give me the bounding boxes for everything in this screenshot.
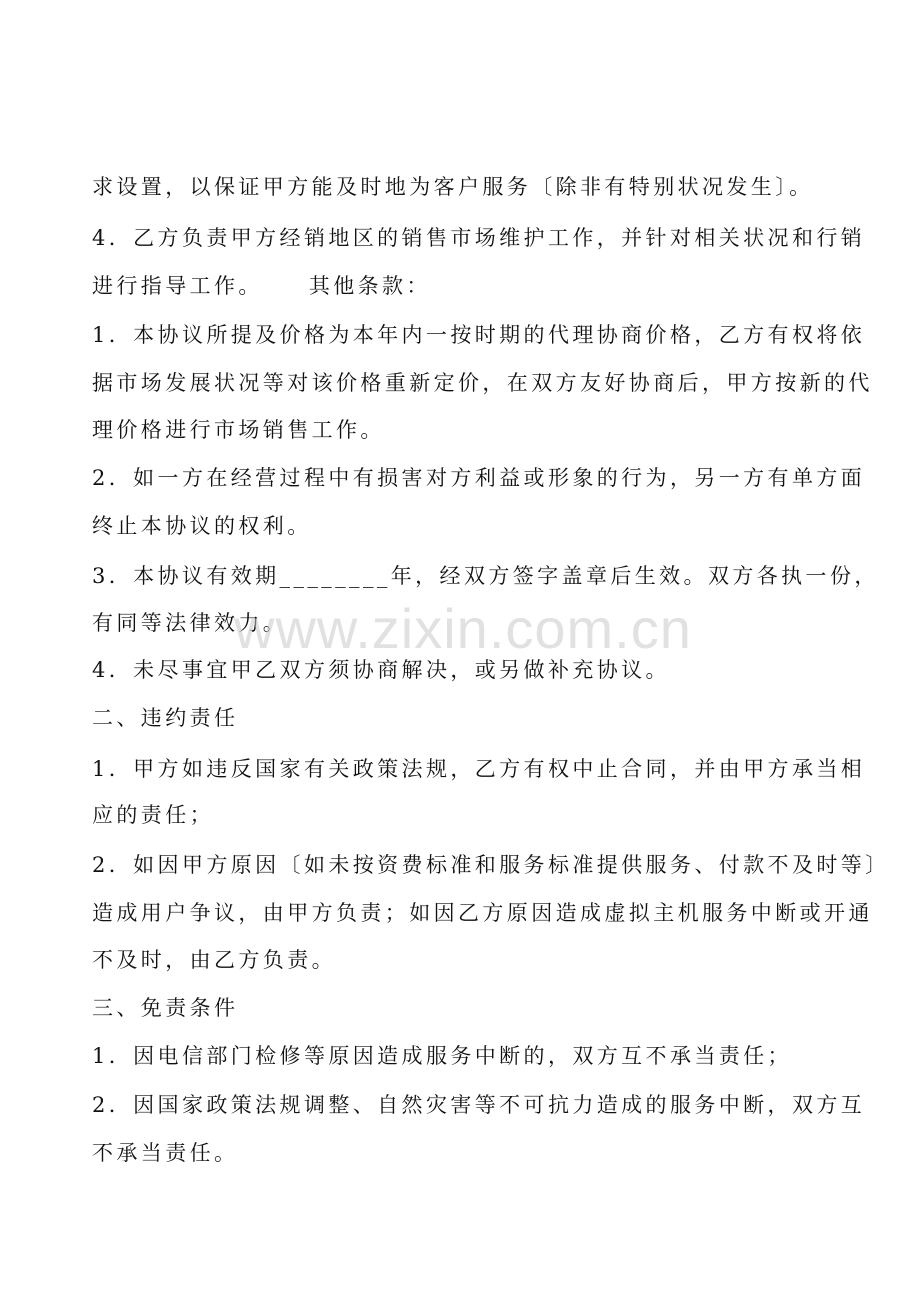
text-line: 理价格进行市场销售工作。 <box>92 418 385 442</box>
text-line: 不承当责任。 <box>92 1141 239 1165</box>
text-line: 2．如因甲方原因〔如未按资费标准和服务标准提供服务、付款不及时等〕 <box>92 853 890 877</box>
text-line: 3．本协议有效期________年，经双方签字盖章后生效。双方各执一份， <box>92 564 879 588</box>
text-line: 有同等法律效力。 <box>92 611 288 635</box>
text-line: 1．因电信部门检修等原因造成服务中断的，双方互不承当责任； <box>92 1044 792 1068</box>
text-line: 4．乙方负责甲方经销地区的销售市场维护工作，并针对相关状况和行销 <box>92 226 866 250</box>
text-line: 应的责任； <box>92 803 214 827</box>
text-line: 2．因国家政策法规调整、自然灾害等不可抗力造成的服务中断，双方互 <box>92 1093 866 1117</box>
watermark: www.zixin.com.cn <box>234 597 692 660</box>
text-line: 1．甲方如违反国家有关政策法规，乙方有权中止合同，并由甲方承当相 <box>92 757 866 781</box>
text-line: 造成用户争议，由甲方负责；如因乙方原因造成虚拟主机服务中断或开通 <box>92 901 873 925</box>
text-line: 不及时，由乙方负责。 <box>92 948 336 972</box>
text-line: 4．未尽事宜甲乙双方须协商解决，或另做补充协议。 <box>92 658 670 682</box>
section-heading-other-terms: 其他条款： <box>308 274 431 298</box>
text-line <box>92 273 832 299</box>
text-segment: 进行指导工作。 <box>92 274 263 298</box>
section-heading-breach: 二、违约责任 <box>92 706 239 730</box>
text-line: 求设置，以保证甲方能及时地为客户服务〔除非有特别状况发生〕。 <box>92 175 814 199</box>
text-line: 终止本协议的权利。 <box>92 514 312 538</box>
text-line: 2．如一方在经营过程中有损害对方利益或形象的行为，另一方有单方面 <box>92 466 866 490</box>
text-line: 1．本协议所提及价格为本年内一按时期的代理协商价格，乙方有权将依 <box>92 323 866 347</box>
section-heading-exemption: 三、免责条件 <box>92 996 239 1020</box>
text-line: 据市场发展状况等对该价格重新定价，在双方友好协商后，甲方按新的代 <box>92 371 873 395</box>
